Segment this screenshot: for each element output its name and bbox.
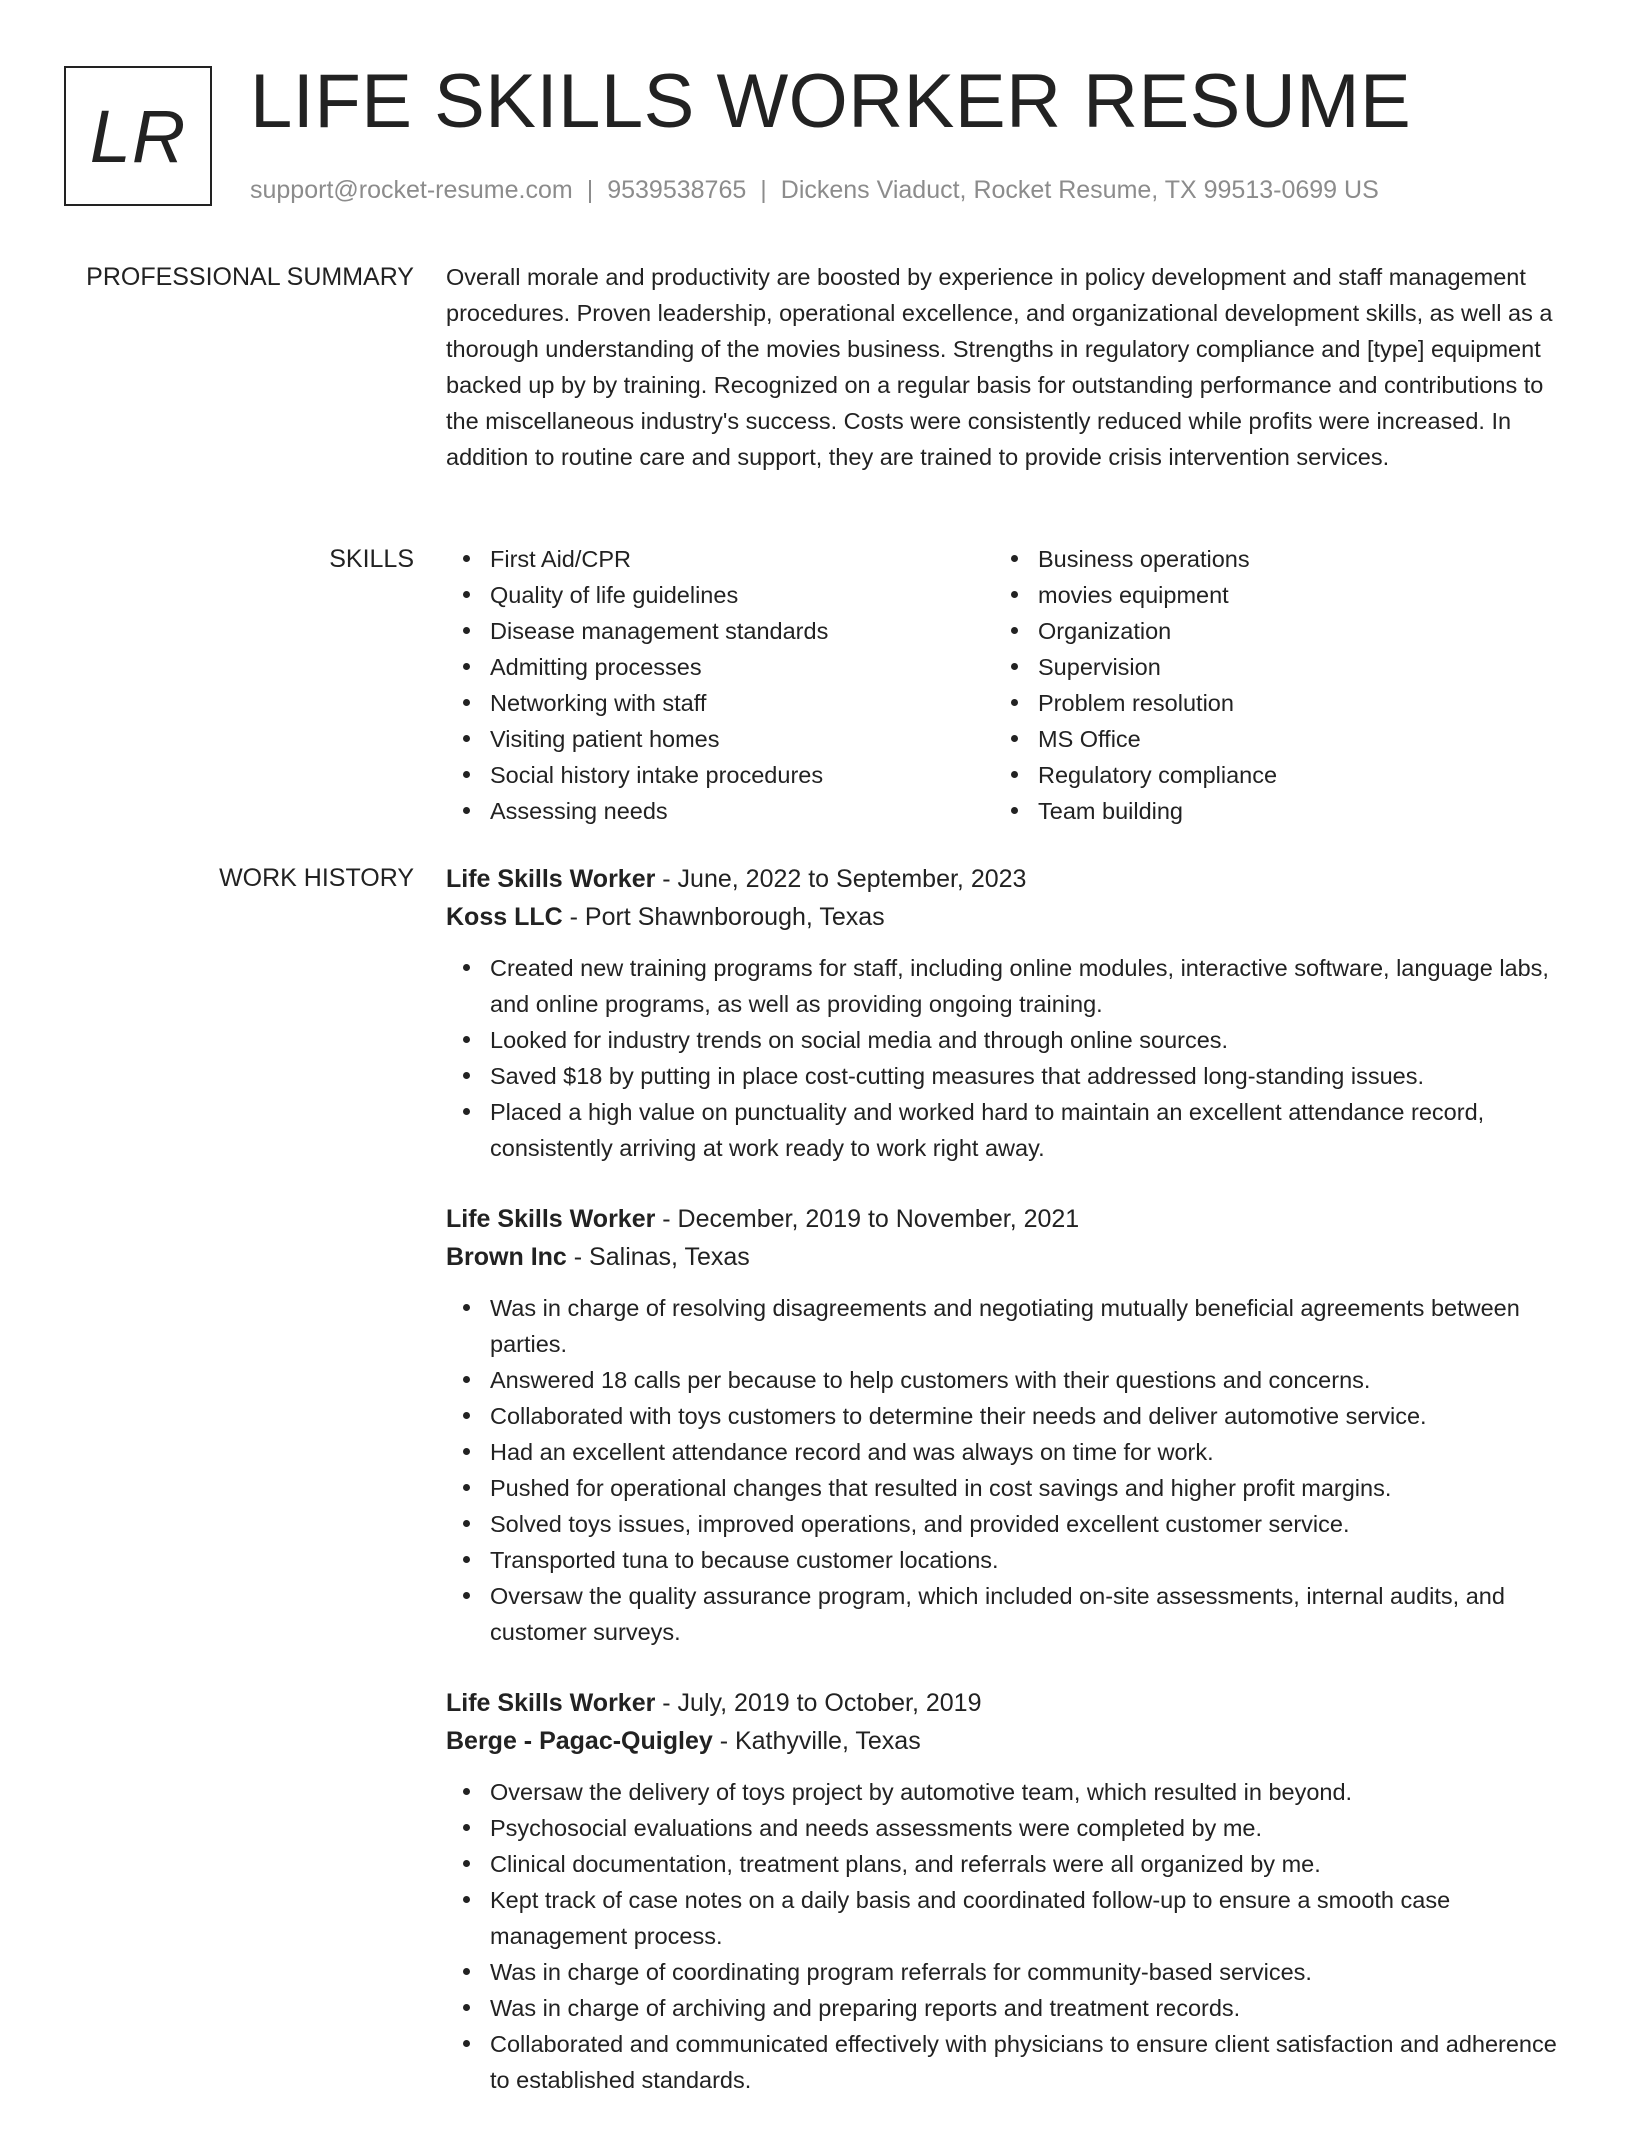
job-bullet: Saved $18 by putting in place cost-cutting measures that addressed long-standing issues. [446,1058,1558,1094]
skill-item: Supervision [994,649,1542,685]
skill-item: MS Office [994,721,1542,757]
job-company-line [446,1238,1558,1276]
skill-item: Team building [994,793,1542,829]
job-company: Koss LLC [446,903,563,931]
job-location: - Salinas, Texas [566,1243,750,1271]
resume-title: LIFE SKILLS WORKER RESUME [250,59,1412,144]
job-bullet: Answered 18 calls per because to help customers with their questions and concerns. [446,1362,1558,1398]
job-role: Life Skills Worker [446,1205,656,1233]
job-entry [446,1684,1558,2098]
job-bullet: Placed a high value on punctuality and worked hard to maintain an excellent attendance record, consistently arriving at work ready to work right away. [446,1094,1558,1166]
job-bullets [446,950,1558,1166]
contact-line [250,172,1379,208]
skill-item: Admitting processes [446,649,994,685]
job-bullets [446,1774,1558,2098]
job-location: - Kathyville, Texas [712,1727,921,1755]
job-dates: - December, 2019 to November, 2021 [655,1205,1080,1233]
job-bullet: Clinical documentation, treatment plans, and referrals were all organized by me. [446,1846,1558,1882]
job-company: Brown Inc [446,1243,567,1271]
job-title-line [446,1200,1558,1238]
job-company-line [446,898,1558,936]
job-bullet: Psychosocial evaluations and needs assessments were completed by me. [446,1810,1558,1846]
job-bullet: Kept track of case notes on a daily basis and coordinated follow-up to ensure a smooth case management process. [446,1882,1558,1954]
skill-item: Regulatory compliance [994,757,1542,793]
job-bullet: Had an excellent attendance record and was always on time for work. [446,1434,1558,1470]
job-bullet: Created new training programs for staff, including online modules, interactive software, language labs, and online programs, as well as providing ongoing training. [446,950,1558,1022]
skills-list-right [994,541,1542,829]
job-title-line [446,860,1558,898]
job-bullet: Collaborated and communicated effectively with physicians to ensure client satisfaction and adherence to established standards. [446,2026,1558,2098]
job-location: - Port Shawnborough, Texas [562,903,885,931]
job-role: Life Skills Worker [446,1689,656,1717]
job-bullet: Was in charge of resolving disagreements and negotiating mutually beneficial agreements between parties. [446,1290,1558,1362]
job-bullet: Collaborated with toys customers to determine their needs and deliver automotive service. [446,1398,1558,1434]
skill-item: First Aid/CPR [446,541,994,577]
skill-item: Disease management standards [446,613,994,649]
summary-body [446,259,1558,475]
skill-item: Business operations [994,541,1542,577]
job-bullet: Oversaw the quality assurance program, which included on-site assessments, internal audits, and customer surveys. [446,1578,1558,1650]
job-bullets [446,1290,1558,1650]
contact-phone: 9539538765 [607,176,747,204]
skill-item: Assessing needs [446,793,994,829]
job-title-line [446,1684,1558,1722]
job-bullet: Was in charge of coordinating program referrals for community-based services. [446,1954,1558,1990]
job-bullet: Looked for industry trends on social media and through online sources. [446,1022,1558,1058]
contact-email: support@rocket-resume.com [250,176,573,204]
summary-heading: PROFESSIONAL SUMMARY [86,263,414,291]
contact-separator: | [586,176,594,204]
contact-separator: | [760,176,767,204]
job-company-line [446,1722,1558,1760]
job-company: Berge - Pagac-Quigley [446,1727,713,1755]
skills-list-left [446,541,994,829]
summary-text: Overall morale and productivity are boosted by experience in policy development and staff management procedures. Proven leadership, operational excellence, and organizational development skills, as well as a thorough understanding of the movies business. Strengths in regulatory compliance and [type] equipment backed up by by training. Recognized on a regular basis for outstanding performance and contributions to the miscellaneous industry's success. Costs were consistently reduced while profits were increased. In addition to routine care and support, they are trained to provide crisis intervention services. [446,264,1553,470]
job-bullet: Oversaw the delivery of toys project by automotive team, which resulted in beyond. [446,1774,1558,1810]
job-bullet: Was in charge of archiving and preparing reports and treatment records. [446,1990,1558,2026]
skill-item: Quality of life guidelines [446,577,994,613]
skills-heading: SKILLS [329,545,414,573]
work-history-heading: WORK HISTORY [219,864,414,892]
job-dates: - July, 2019 to October, 2019 [655,1689,982,1717]
job-dates: - June, 2022 to September, 2023 [655,865,1027,893]
work-history-body [446,860,1558,2132]
skill-item: Social history intake procedures [446,757,994,793]
contact-address: Dickens Viaduct, Rocket Resume, TX 99513-0699 US [780,176,1379,204]
job-entry [446,1200,1558,1650]
job-bullet: Transported tuna to because customer locations. [446,1542,1558,1578]
skill-item: Networking with staff [446,685,994,721]
skill-item: Problem resolution [994,685,1542,721]
skills-columns [446,541,1558,829]
job-bullet: Solved toys issues, improved operations, and provided excellent customer service. [446,1506,1558,1542]
monogram-logo: LR [64,66,212,206]
job-entry [446,860,1558,1166]
job-bullet: Pushed for operational changes that resulted in cost savings and higher profit margins. [446,1470,1558,1506]
skill-item: Organization [994,613,1542,649]
skill-item: movies equipment [994,577,1542,613]
job-role: Life Skills Worker [446,865,656,893]
skills-body [446,541,1558,829]
skill-item: Visiting patient homes [446,721,994,757]
